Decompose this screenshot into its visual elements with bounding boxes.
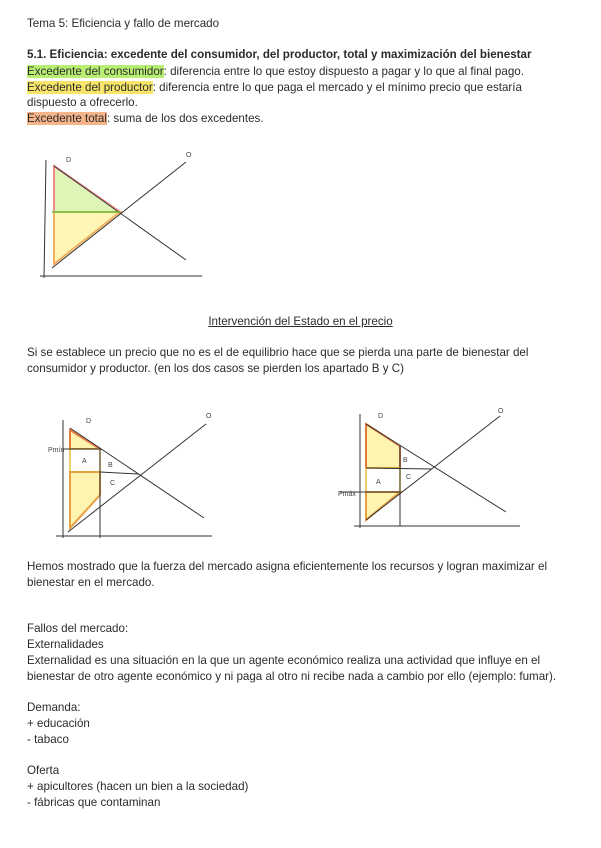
intervention-para-1: Si se establece un precio que no es el de equilibrio hace que se pierda una parte de bienestar del: [27, 346, 529, 359]
demand-label: D: [86, 418, 92, 425]
page-title: Tema 5: Eficiencia y fallo de mercado: [27, 17, 220, 30]
price-label: Pmáx: [338, 491, 356, 498]
externalities-subheading: Externalidades: [27, 638, 104, 651]
area-c-label: C: [110, 480, 116, 487]
supply-item: + apicultores (hacen un bien a la sociedad): [27, 780, 249, 793]
graph-2: [48, 413, 212, 538]
supply-label: O: [186, 152, 192, 159]
market-para-1: Hemos mostrado que la fuerza del mercado asigna eficientemente los recursos y logran maximizar el: [27, 560, 548, 573]
graph-3: [338, 408, 520, 528]
demand-item: - tabaco: [27, 733, 69, 746]
term-consumer-surplus: Excedente del consumidor: [27, 65, 164, 78]
y-axis: [44, 160, 46, 278]
demand-label: D: [378, 413, 384, 420]
producer-surplus-area: [70, 472, 100, 528]
area-a-label: A: [376, 479, 381, 486]
graph-1: [40, 152, 202, 278]
supply-label: Oferta: [27, 764, 60, 777]
market-para-2: bienestar en el mercado.: [27, 576, 155, 589]
failures-heading: Fallos del mercado:: [27, 622, 129, 635]
term-producer-surplus: Excedente del productor: [27, 81, 153, 94]
definition-text: : suma de los dos excedentes.: [106, 112, 264, 125]
demand-item: + educación: [27, 717, 90, 730]
b-c-divider: [100, 472, 138, 474]
area-c-label: C: [406, 474, 412, 481]
intervention-heading: Intervención del Estado en el precio: [208, 315, 393, 328]
definition-text: : diferencia entre lo que estoy dispuesto a pagar y lo que al final pago.: [163, 65, 524, 78]
producer-surplus-area: [54, 212, 120, 264]
consumer-surplus-area: [70, 430, 100, 449]
term-total-surplus: Excedente total: [27, 112, 107, 125]
intervention-para-2: consumidor y productor. (en los dos casos se pierden los apartado B y C): [27, 362, 404, 375]
consumer-surplus-area: [366, 424, 400, 468]
demand-label: D: [66, 157, 72, 164]
definition-producer-cont: dispuesto a ofrecerlo.: [27, 96, 138, 109]
demand-label: Demanda:: [27, 701, 81, 714]
externality-para-2: bienestar de otro agente económico y ni paga al otro ni recibe nada a cambio por ello (ejemplo: fumar).: [27, 670, 557, 683]
price-label: Pmín: [48, 447, 65, 454]
supply-item: - fábricas que contaminan: [27, 796, 161, 809]
area-b-label: B: [403, 457, 408, 464]
area-a: [366, 468, 400, 492]
supply-label: O: [206, 413, 212, 420]
area-b-label: B: [108, 462, 113, 469]
externality-para-1: Externalidad es una situación en la que un agente económico realiza una actividad que influye en el: [27, 654, 541, 667]
area-a-label: A: [82, 458, 87, 465]
section-heading: 5.1. Eficiencia: excedente del consumidor, del productor, total y maximización del bienestar: [27, 48, 532, 61]
definition-text: : diferencia entre lo que paga el mercado y el mínimo precio que estaría: [152, 81, 522, 94]
supply-label: O: [498, 408, 504, 415]
